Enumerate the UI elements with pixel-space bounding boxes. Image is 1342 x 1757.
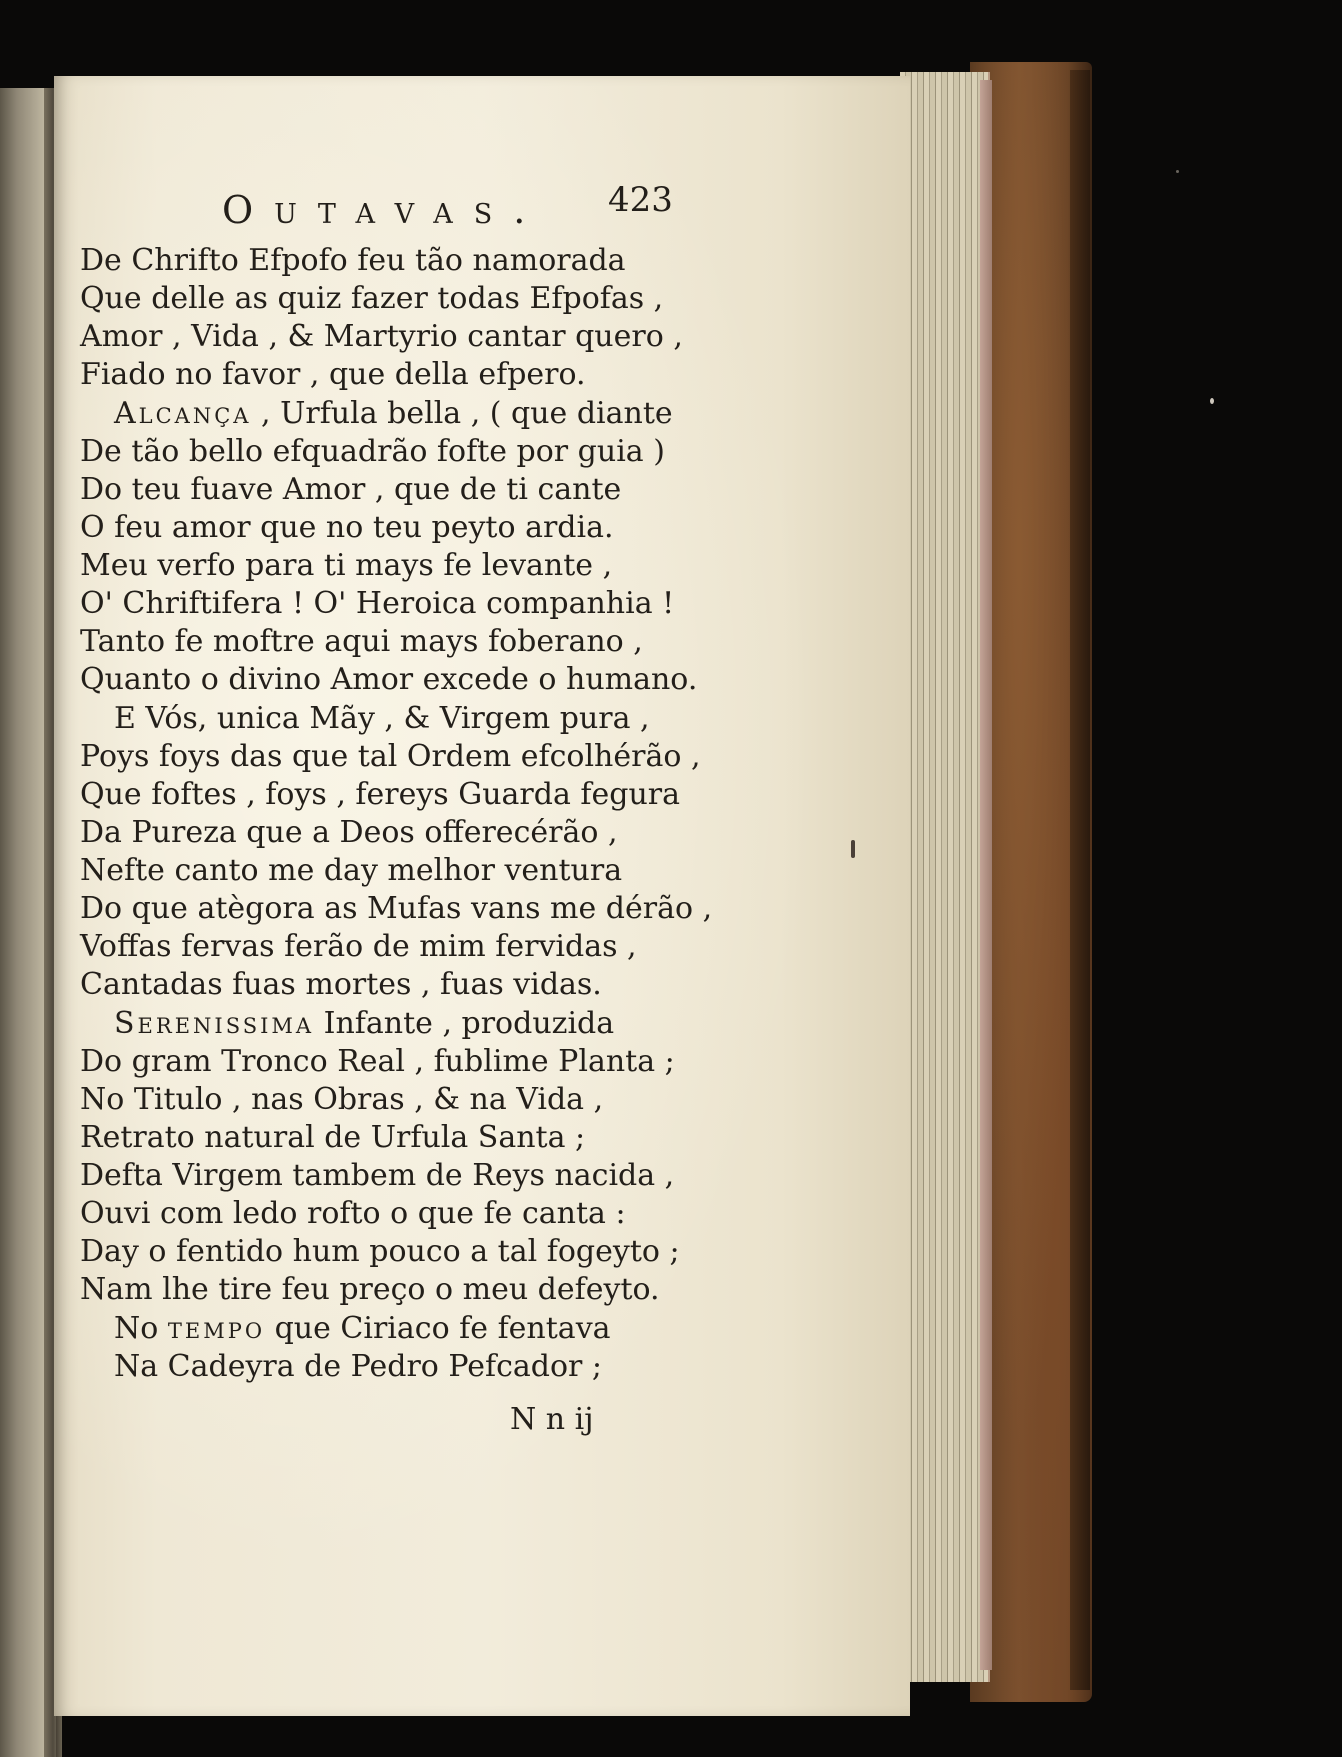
verse-line-rest: , Urfula bella , ( que diante bbox=[261, 396, 673, 431]
dust-speck bbox=[1210, 398, 1214, 404]
verse-line: Meu verfo para ti mays fe levante , bbox=[80, 548, 613, 583]
verse-line: Do que atègora as Mufas vans me dérão , bbox=[80, 891, 713, 926]
verse-line: Retrato natural de Urfula Santa ; bbox=[80, 1120, 586, 1155]
page-text bbox=[54, 76, 910, 1716]
verse-line: Quanto o divino Amor excede o humano. bbox=[80, 662, 698, 697]
running-title: Outavas. bbox=[222, 188, 547, 232]
verse-line: Fiado no favor , que della efpero. bbox=[80, 357, 586, 392]
page-edge-tint bbox=[980, 80, 992, 1670]
verse-line: Na Cadeyra de Pedro Pefcador ; bbox=[114, 1349, 603, 1384]
verse-line: Do gram Tronco Real , fublime Planta ; bbox=[80, 1044, 675, 1079]
verse-line: De Chrifto Efpofo feu tão namorada bbox=[80, 243, 626, 278]
verse-line bbox=[114, 1311, 611, 1346]
verse-line: Ouvi com ledo rofto o que fe canta : bbox=[80, 1196, 626, 1231]
dust-speck bbox=[1176, 170, 1179, 173]
verse-line-rest: que Ciriaco fe fentava bbox=[274, 1311, 611, 1346]
stanza-lead-word: Alcança bbox=[114, 396, 252, 431]
verse-line: O' Chriftifera ! O' Heroica companhia ! bbox=[80, 586, 675, 621]
verse-line: Cantadas fuas mortes , fuas vidas. bbox=[80, 967, 602, 1002]
page-edges bbox=[900, 72, 990, 1682]
verse-line: Amor , Vida , & Martyrio cantar quero , bbox=[80, 319, 683, 354]
page-number: 423 bbox=[608, 180, 673, 220]
verse-line: Day o fentido hum pouco a tal fogeyto ; bbox=[80, 1234, 680, 1269]
cover-edge bbox=[1070, 70, 1090, 1690]
stanza-lead-word: tempo bbox=[167, 1311, 266, 1346]
verse-line: Do teu fuave Amor , que de ti cante bbox=[80, 472, 622, 507]
stanza-lead-start: No bbox=[114, 1311, 159, 1346]
verse-line: Da Pureza que a Deos offerecérão , bbox=[80, 815, 618, 850]
page-mark bbox=[851, 840, 855, 858]
verse-line: E Vós, unica Mãy , & Virgem pura , bbox=[114, 701, 650, 736]
book-page bbox=[54, 76, 910, 1716]
verse-line: Que foftes , foys , fereys Guarda fegura bbox=[80, 777, 680, 812]
verse-line: Tanto fe moftre aqui mays foberano , bbox=[80, 624, 643, 659]
verse-line: Que delle as quiz fazer todas Efpofas , bbox=[80, 281, 664, 316]
verse-line bbox=[114, 396, 673, 431]
verse-line: Voffas fervas ferão de mim fervidas , bbox=[80, 929, 637, 964]
signature-mark: N n ij bbox=[510, 1402, 594, 1437]
verse-line bbox=[114, 1006, 615, 1041]
verse-line: Nam lhe tire feu preço o meu defeyto. bbox=[80, 1272, 660, 1307]
stanza-lead-word: Serenissima bbox=[114, 1006, 315, 1041]
verse-line-rest: Infante , produzida bbox=[323, 1006, 615, 1041]
verse-line: Poys foys das que tal Ordem efcolhérão , bbox=[80, 739, 701, 774]
verse-line: Nefte canto me day melhor ventura bbox=[80, 853, 623, 888]
verse-line: Defta Virgem tambem de Reys nacida , bbox=[80, 1158, 675, 1193]
verse-line: No Titulo , nas Obras , & na Vida , bbox=[80, 1082, 604, 1117]
verse-line: De tão bello efquadrão fofte por guia ) bbox=[80, 434, 665, 469]
verse-line: O feu amor que no teu peyto ardia. bbox=[80, 510, 614, 545]
